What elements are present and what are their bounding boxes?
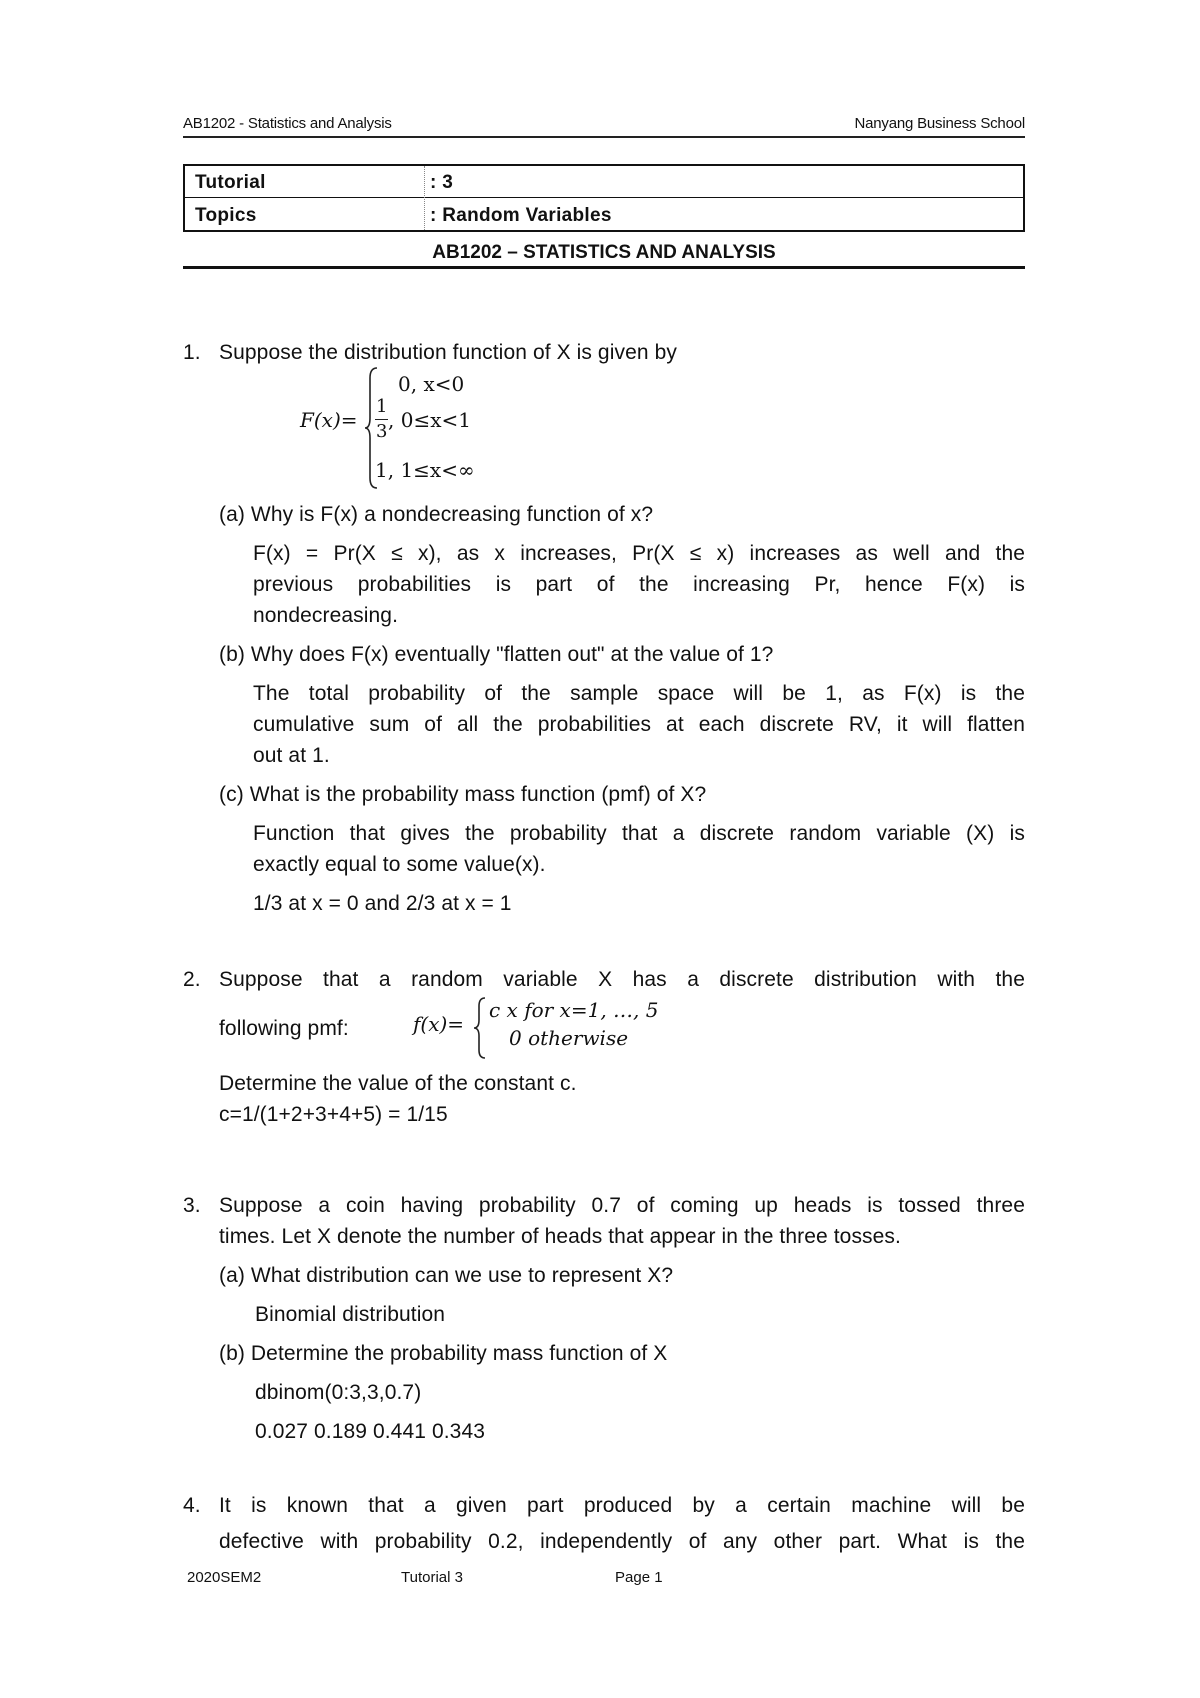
header-rule <box>183 136 1025 138</box>
q1b-question: (b) Why does F(x) eventually "flatten out" at the value of 1? <box>219 643 774 666</box>
q1c-answer-line2: exactly equal to some value(x). <box>253 853 546 876</box>
q3a-question: (a) What distribution can we use to represent X? <box>219 1264 674 1287</box>
q3-text-line2: times. Let X denote the number of heads that appear in the three tosses. <box>219 1225 901 1248</box>
q3b-question: (b) Determine the probability mass function of X <box>219 1342 668 1365</box>
info-box-divider <box>183 197 1025 198</box>
q1-formula-lhs: F(x)= <box>300 408 358 432</box>
q3b-answer-line2: 0.027 0.189 0.441 0.343 <box>255 1420 486 1443</box>
q1-case2-numerator: 1 <box>376 396 388 417</box>
q1-case1: 0, x<0 <box>398 372 465 396</box>
header-school: Nanyang Business School <box>854 115 1025 132</box>
q4-text-line1: It is known that a given part produced by a certain machine will be <box>219 1494 1025 1517</box>
q1a-answer-line1: F(x) = Pr(X ≤ x), as x increases, Pr(X ≤ x) increases as well and the <box>253 542 1025 565</box>
footer-page-number: Page 1 <box>615 1569 663 1586</box>
footer-tutorial: Tutorial 3 <box>401 1569 463 1586</box>
q2-text-line3: Determine the value of the constant c. <box>219 1072 577 1095</box>
q2-case1: c x for x=1, …, 5 <box>489 998 659 1022</box>
q2-answer: c=1/(1+2+3+4+5) = 1/15 <box>219 1103 448 1126</box>
topics-value: : Random Variables <box>430 205 612 226</box>
q3a-answer: Binomial distribution <box>255 1303 446 1326</box>
q1a-answer-line3: nondecreasing. <box>253 604 399 627</box>
q1-fraction-bar <box>375 419 388 420</box>
q3-text-line1: Suppose a coin having probability 0.7 of coming up heads is tossed three <box>219 1194 1025 1217</box>
left-brace-icon <box>473 996 487 1060</box>
q3b-answer-line1: dbinom(0:3,3,0.7) <box>255 1381 422 1404</box>
tutorial-label: Tutorial <box>195 172 266 193</box>
q1b-answer-line1: The total probability of the sample space will be 1, as F(x) is the <box>253 682 1025 705</box>
header-course: AB1202 - Statistics and Analysis <box>183 115 392 132</box>
footer-semester: 2020SEM2 <box>187 1569 262 1586</box>
q3-number: 3. <box>183 1194 201 1217</box>
q1-formula <box>300 366 500 490</box>
topics-label: Topics <box>195 205 257 226</box>
q1b-answer-line3: out at 1. <box>253 744 330 767</box>
info-box-column-divider <box>424 166 425 230</box>
q2-text-line2: following pmf: <box>219 1017 349 1040</box>
q2-formula <box>413 996 673 1060</box>
q2-case2: 0 otherwise <box>509 1026 629 1050</box>
q2-text-line1: Suppose that a random variable X has a discrete distribution with the <box>219 968 1025 991</box>
q4-number: 4. <box>183 1494 201 1517</box>
tutorial-value: : 3 <box>430 172 454 193</box>
q1b-answer-line2: cumulative sum of all the probabilities at each discrete RV, it will flatten <box>253 713 1025 736</box>
q1-case2-denominator: 3 <box>376 421 388 442</box>
q1a-question: (a) Why is F(x) a nondecreasing function of x? <box>219 503 654 526</box>
q1c-answer-line3: 1/3 at x = 0 and 2/3 at x = 1 <box>253 892 512 915</box>
q1c-answer-line1: Function that gives the probability that a discrete random variable (X) is <box>253 822 1025 845</box>
q1-number: 1. <box>183 341 201 364</box>
course-title: AB1202 – STATISTICS AND ANALYSIS <box>432 242 776 263</box>
q2-number: 2. <box>183 968 201 991</box>
q2-formula-lhs: f(x)= <box>413 1012 465 1036</box>
q1-text: Suppose the distribution function of X is given by <box>219 341 677 364</box>
q1-case3: 1, 1≤x<∞ <box>375 458 475 482</box>
q4-text-line2: defective with probability 0.2, independently of any other part. What is the <box>219 1530 1025 1553</box>
q1-case2: , 0≤x<1 <box>388 408 471 432</box>
course-title-rule <box>183 266 1025 269</box>
q1c-question: (c) What is the probability mass function (pmf) of X? <box>219 783 707 806</box>
q1a-answer-line2: previous probabilities is part of the increasing Pr, hence F(x) is <box>253 573 1025 596</box>
